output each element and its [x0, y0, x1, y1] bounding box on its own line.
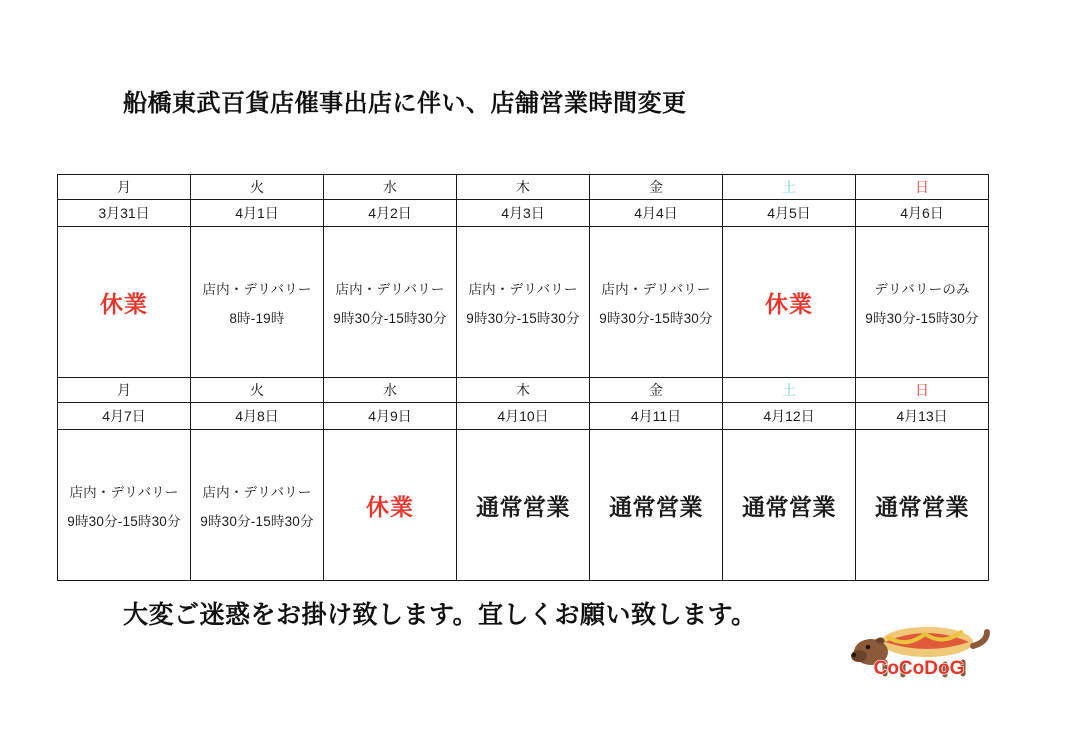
table-cell-hours — [457, 227, 590, 378]
cell-content — [590, 430, 722, 580]
table-cell-hours — [590, 227, 723, 378]
status-closed: 休業 — [366, 493, 414, 520]
footer-apology-note: 大変ご迷惑をお掛け致します。宜しくお願い致します。 — [123, 601, 757, 629]
table-cell-hours — [324, 430, 457, 581]
table-cell-weekday — [58, 378, 191, 403]
service-hours: 9時30分-15時30分 — [599, 310, 713, 326]
service-type: 店内・デリバリー — [202, 281, 312, 297]
table-cell-hours — [723, 430, 856, 581]
weekday-label-sunday: 日 — [915, 179, 929, 195]
weekday-label: 金 — [649, 382, 663, 398]
table-cell-weekday — [590, 378, 723, 403]
table-cell-weekday — [191, 378, 324, 403]
cell-content — [58, 430, 190, 580]
weekday-label-saturday: 土 — [782, 382, 796, 398]
weekday-label: 火 — [250, 179, 264, 195]
table-cell-date: 4月9日 — [324, 403, 457, 430]
status-closed: 休業 — [100, 290, 148, 317]
table-cell-hours — [723, 227, 856, 378]
status-normal: 通常営業 — [875, 493, 969, 520]
status-normal: 通常営業 — [742, 493, 836, 520]
table-cell-hours — [58, 430, 191, 581]
cell-content — [324, 227, 456, 377]
service-hours: 9時30分-15時30分 — [200, 513, 314, 529]
status-normal: 通常営業 — [476, 493, 570, 520]
table-cell-weekday — [324, 175, 457, 200]
table-cell-date: 4月12日 — [723, 403, 856, 430]
table-cell-date: 4月7日 — [58, 403, 191, 430]
table-cell-weekday — [590, 175, 723, 200]
cell-content — [856, 227, 988, 377]
weekday-label: 火 — [250, 382, 264, 398]
table-cell-date: 4月4日 — [590, 200, 723, 227]
status-closed: 休業 — [765, 290, 813, 317]
business-hours-table — [57, 174, 989, 581]
table-cell-hours — [856, 227, 989, 378]
service-hours: 8時-19時 — [229, 310, 285, 326]
service-hours: 9時30分-15時30分 — [865, 310, 979, 326]
status-normal: 通常営業 — [609, 493, 703, 520]
table-row-weekday-week2 — [58, 378, 989, 403]
table-cell-hours — [590, 430, 723, 581]
service-type: 店内・デリバリー — [468, 281, 578, 297]
weekday-label-sunday: 日 — [915, 382, 929, 398]
table-cell-weekday — [457, 175, 590, 200]
table-row-weekday-week1 — [58, 175, 989, 200]
table-cell-date: 4月5日 — [723, 200, 856, 227]
svg-text:CoCoDoG: CoCoDoG — [873, 658, 965, 679]
weekday-label-saturday: 土 — [782, 179, 796, 195]
table-cell-weekday — [58, 175, 191, 200]
cell-content — [191, 227, 323, 377]
table-cell-weekday — [856, 378, 989, 403]
table-cell-date: 3月31日 — [58, 200, 191, 227]
table-cell-weekday — [856, 175, 989, 200]
table-cell-weekday — [191, 175, 324, 200]
service-type: デリバリーのみ — [874, 281, 970, 297]
table-row-hours-week1 — [58, 227, 989, 378]
cell-content — [457, 227, 589, 377]
cell-content — [191, 430, 323, 580]
table-cell-date: 4月1日 — [191, 200, 324, 227]
table-cell-date: 4月13日 — [856, 403, 989, 430]
weekday-label: 金 — [649, 179, 663, 195]
table-row-date-week2 — [58, 403, 989, 430]
weekday-label: 水 — [383, 382, 397, 398]
weekday-label: 水 — [383, 179, 397, 195]
weekday-label: 月 — [117, 179, 131, 195]
table-cell-hours — [457, 430, 590, 581]
service-hours: 9時30分-15時30分 — [466, 310, 580, 326]
table-cell-date: 4月6日 — [856, 200, 989, 227]
cell-content — [723, 430, 855, 580]
weekday-label: 木 — [516, 179, 530, 195]
service-type: 店内・デリバリー — [69, 484, 179, 500]
page-title: 船橋東武百貨店催事出店に伴い、店舗営業時間変更 — [123, 90, 687, 117]
service-hours: 9時30分-15時30分 — [67, 513, 181, 529]
table-cell-hours — [324, 227, 457, 378]
service-type: 店内・デリバリー — [202, 484, 312, 500]
cell-content — [457, 430, 589, 580]
table-cell-weekday — [457, 378, 590, 403]
table-cell-date: 4月3日 — [457, 200, 590, 227]
table-cell-hours — [58, 227, 191, 378]
table-cell-date: 4月10日 — [457, 403, 590, 430]
cell-content — [324, 430, 456, 580]
table-cell-date: 4月11日 — [590, 403, 723, 430]
table-cell-hours — [191, 430, 324, 581]
table-cell-weekday — [723, 175, 856, 200]
service-hours: 9時30分-15時30分 — [333, 310, 447, 326]
service-type: 店内・デリバリー — [601, 281, 711, 297]
service-type: 店内・デリバリー — [335, 281, 445, 297]
table-cell-date: 4月8日 — [191, 403, 324, 430]
weekday-label: 木 — [516, 382, 530, 398]
cell-content — [723, 227, 855, 377]
cell-content — [856, 430, 988, 580]
cell-content — [58, 227, 190, 377]
table-cell-date: 4月2日 — [324, 200, 457, 227]
table-cell-hours — [191, 227, 324, 378]
cell-content — [590, 227, 722, 377]
table-row-date-week1 — [58, 200, 989, 227]
table-cell-weekday — [723, 378, 856, 403]
weekday-label: 月 — [117, 382, 131, 398]
table-cell-hours — [856, 430, 989, 581]
cocodog-logo — [845, 612, 995, 684]
table-cell-weekday — [324, 378, 457, 403]
table-row-hours-week2 — [58, 430, 989, 581]
